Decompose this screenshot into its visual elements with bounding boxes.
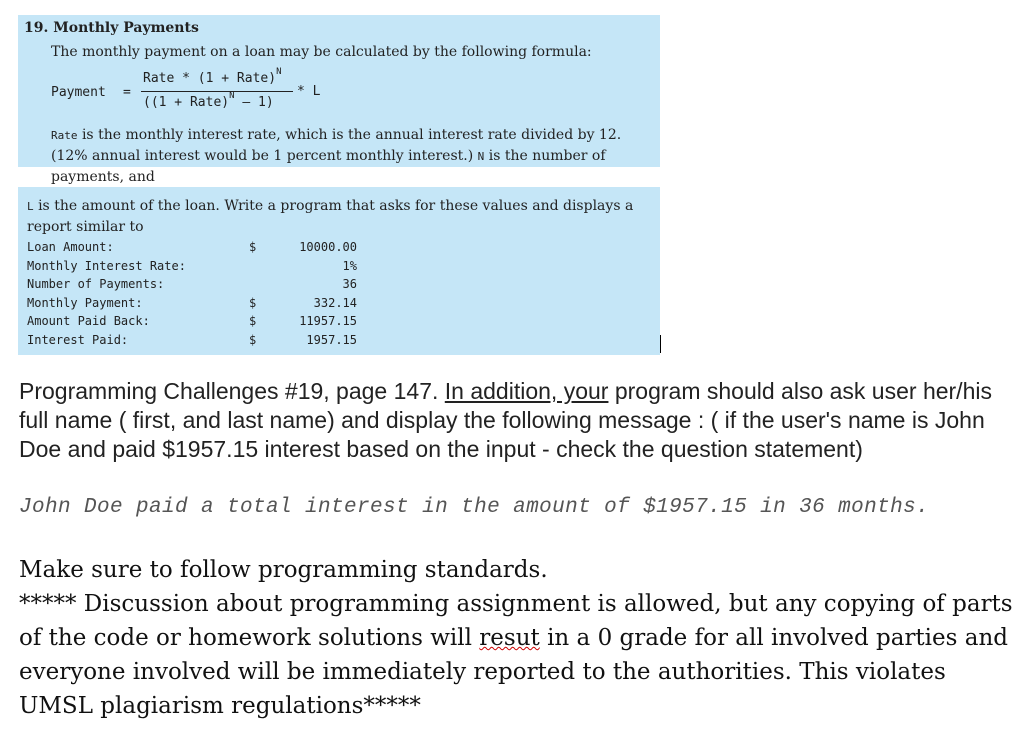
report-dollar: $ [249, 295, 257, 310]
report-dollar: $ [249, 332, 257, 347]
report-label: Loan Amount: [27, 240, 114, 254]
misspelled-word: resut [479, 625, 540, 651]
report-dollar: $ [249, 240, 257, 254]
formula-denominator-exponent: N [229, 91, 235, 101]
standards-and-policy [19, 553, 1019, 723]
formula-numerator-exponent: N [276, 67, 282, 77]
var-n: N [477, 150, 485, 163]
formula-denominator-tail: – 1) [242, 95, 274, 110]
formula-multiplier: * L [297, 84, 321, 99]
payment-formula [51, 69, 371, 115]
formula-equals: = [123, 85, 131, 100]
report-value: 11957.15 [299, 314, 357, 329]
report-value: 332.14 [313, 295, 357, 310]
report-row [27, 259, 357, 278]
loan-description [27, 196, 647, 238]
var-rate: Rate [51, 129, 78, 142]
standards-line: Make sure to follow programming standards. [19, 557, 548, 583]
textbook-excerpt-panel-top [18, 15, 660, 185]
var-n-description: is the number of payments, and [51, 148, 606, 185]
report-row [27, 296, 357, 315]
report-value: 36 [342, 277, 357, 292]
instructions-underlined: In addition, your [444, 378, 609, 404]
instructions-rest: program should also ask user her/his full name ( first, and last name) and display the following message : ( if the user's name is John Doe and paid $1957.15 interest based on the input - check the question statement) [19, 378, 992, 462]
problem-heading: 19. Monthly Payments [24, 20, 199, 36]
var-l-description: is the amount of the loan. Write a program that asks for these values and displays a report similar to [27, 198, 634, 235]
plagiarism-policy [19, 587, 1019, 723]
formula-numerator [143, 67, 282, 86]
formula-denominator [143, 91, 274, 110]
formula-lhs: Payment [51, 85, 106, 100]
report-label: Monthly Payment: [27, 295, 143, 310]
report-row [27, 277, 357, 296]
textbook-excerpt-panel-bottom [18, 187, 660, 355]
text-cursor [660, 335, 661, 353]
report-value: 1957.15 [306, 332, 357, 347]
report-value: 10000.00 [299, 240, 357, 254]
report-label: Interest Paid: [27, 332, 129, 347]
policy-text-start: ***** Discussion about programming assignment is allowed, but any copying of parts of the code or homework solutions will [19, 591, 1013, 651]
report-value: 1% [342, 258, 357, 273]
report-dollar: $ [249, 314, 257, 329]
formula-fraction-bar [141, 91, 293, 92]
report-label: Monthly Interest Rate: [27, 258, 186, 273]
report-row [27, 314, 357, 333]
var-l: L [27, 200, 34, 213]
report-label: Number of Payments: [27, 277, 165, 292]
problem-intro: The monthly payment on a loan may be calculated by the following formula: [51, 44, 592, 60]
report-row [27, 240, 357, 259]
expected-output-example: John Doe paid a total interest in the amount of $1957.15 in 36 months. [19, 496, 930, 519]
variable-description [51, 125, 656, 188]
var-rate-description: is the monthly interest rate, which is the annual interest rate divided by 12. (12% annual interest would be 1 percent monthly interest.) [51, 127, 622, 164]
instructions-lead: Programming Challenges #19, page 147. [19, 378, 445, 404]
formula-denominator-base: ((1 + Rate) [143, 95, 230, 110]
assignment-instructions [19, 377, 1019, 464]
sample-report [27, 240, 357, 352]
report-row [27, 333, 357, 352]
report-label: Amount Paid Back: [27, 314, 150, 329]
policy-text-end: in a 0 grade for all involved parties and everyone involved will be immediately reported to the authorities. This violates UMSL plagiarism regulations***** [19, 625, 1009, 719]
formula-numerator-base: Rate * (1 + Rate) [143, 71, 277, 86]
